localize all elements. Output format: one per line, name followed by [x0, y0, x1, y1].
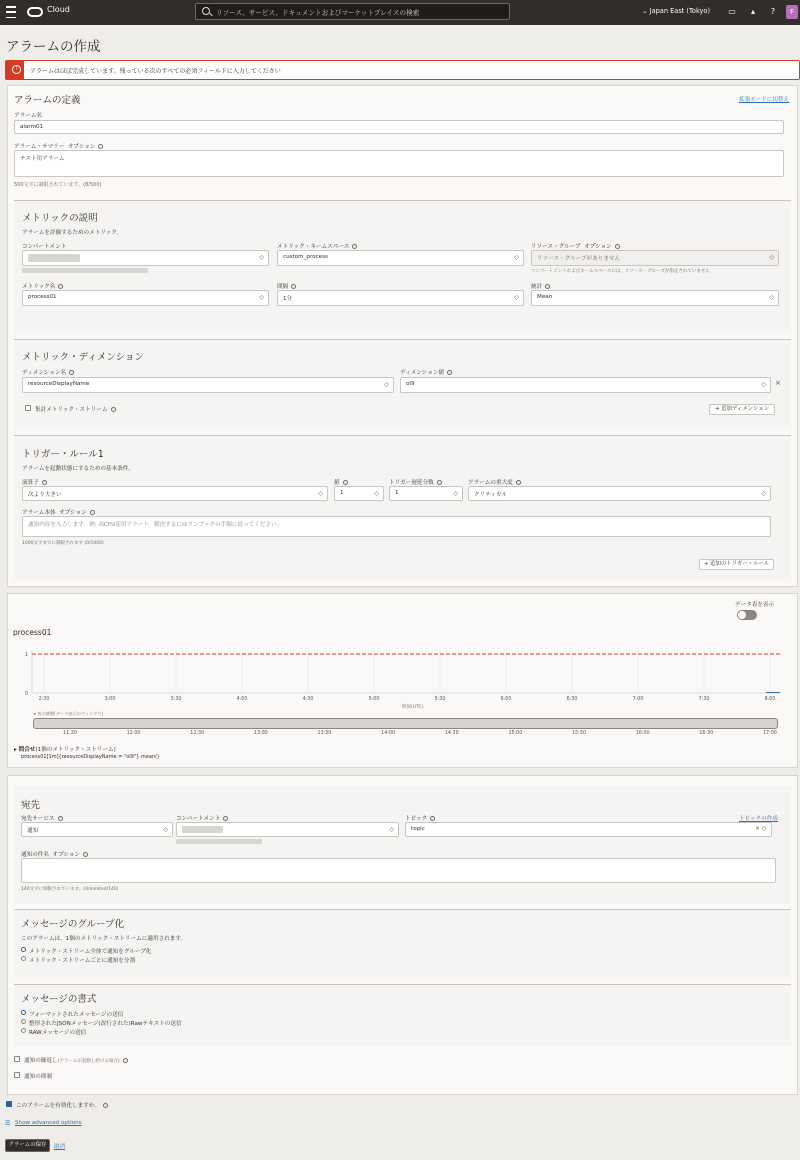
- hamburger-menu-icon[interactable]: [6, 6, 16, 18]
- chart-title: process01: [13, 628, 52, 637]
- data-table-toggle[interactable]: [737, 610, 757, 620]
- dimension-name-label: [22, 368, 74, 376]
- time-range-slider[interactable]: [33, 718, 778, 729]
- severity-label-text: アラームの重大度: [468, 480, 513, 486]
- x-tick-label: 5:30: [434, 697, 446, 702]
- summary-label: [14, 142, 103, 150]
- severity-select[interactable]: クリティカル ◇: [468, 486, 771, 501]
- x-axis-label: 時刻(UTC): [402, 705, 424, 710]
- x-tick-label: 7:30: [698, 697, 710, 702]
- resource-group-label-text: リソース・グループ: [531, 244, 581, 250]
- x-tick-label: 4:30: [302, 697, 314, 702]
- section-title-trigger: トリガー・ルール1: [22, 449, 104, 460]
- body-label-text: アラーム本体: [22, 510, 56, 516]
- body-optional: オプション: [59, 510, 87, 516]
- compartment-select[interactable]: [22, 250, 269, 266]
- section-title-grouping: メッセージのグループ化: [21, 919, 125, 930]
- aggregate-checkbox[interactable]: [25, 405, 31, 411]
- info-icon[interactable]: [615, 244, 620, 249]
- info-icon[interactable]: [352, 244, 357, 249]
- info-icon[interactable]: [430, 816, 435, 821]
- enable-alarm-text: このアラームを有効化しますか。: [16, 1103, 100, 1109]
- compartment-label: コンパートメント: [22, 244, 67, 250]
- code-editor-icon[interactable]: ▭: [728, 7, 736, 16]
- range-tick-label: 16:00: [635, 731, 650, 736]
- statistic-label-text: 統計: [531, 284, 543, 290]
- x-tick-label: 6:00: [500, 697, 512, 702]
- summary-textarea[interactable]: テスト用アラーム: [14, 150, 784, 177]
- dest-compartment-label: [176, 814, 228, 822]
- range-tick-label: 14:30: [444, 731, 459, 736]
- subject-optional: オプション: [52, 852, 81, 858]
- x-tick-label: 6:30: [566, 697, 578, 702]
- interval-label: [277, 282, 296, 290]
- x-tick-label: 8:00: [764, 697, 776, 702]
- page-title: アラームの作成: [6, 39, 101, 55]
- summary-optional: オプション: [67, 144, 96, 150]
- add-dimension-label: 追加ディメンション: [721, 406, 770, 412]
- section-title-definition: アラームの定義: [14, 95, 81, 106]
- format-section: [14, 984, 791, 1046]
- range-tick-label: 14:00: [381, 731, 395, 736]
- resource-group-optional: オプション: [584, 244, 612, 250]
- info-icon[interactable]: [123, 1058, 128, 1063]
- aggregate-label-text: 集計メトリック・ストリーム: [35, 407, 108, 413]
- range-tick-label: 11:30: [63, 731, 77, 736]
- value-label: [334, 478, 348, 486]
- info-icon[interactable]: [42, 480, 47, 485]
- clear-topic-icon[interactable]: × ◇: [755, 825, 767, 832]
- dimension-name-label-text: ディメンション名: [22, 370, 67, 376]
- resource-group-select[interactable]: リソース・グループがありません ◇: [531, 250, 779, 266]
- alarm-name-label: アラーム名: [14, 113, 42, 119]
- dest-compartment-path-redacted: [176, 839, 262, 844]
- y-tick-label: 0: [24, 692, 28, 697]
- value-input[interactable]: 1 ◇: [334, 486, 384, 501]
- info-icon[interactable]: [69, 370, 74, 375]
- info-icon[interactable]: [103, 1103, 108, 1108]
- operator-select[interactable]: 次より大きい ◇: [22, 486, 328, 501]
- range-tick-label: 13:00: [253, 731, 268, 736]
- statistic-select[interactable]: Mean ◇: [531, 290, 779, 306]
- metric-name-select[interactable]: process01 ◇: [22, 290, 269, 306]
- help-icon[interactable]: ?: [770, 7, 776, 16]
- remove-dimension-icon[interactable]: ×: [775, 379, 781, 387]
- metric-name-label-text: メトリック名: [22, 284, 56, 290]
- brand-name[interactable]: Cloud: [47, 5, 70, 14]
- interval-label-text: 間隔: [277, 284, 289, 290]
- region-selector[interactable]: ⌄ Japan East (Tokyo): [642, 7, 711, 15]
- range-tick-label: 17:00: [763, 731, 777, 736]
- delay-label: [389, 478, 442, 486]
- dimension-value-label-text: ディメンション値: [400, 370, 445, 376]
- info-icon[interactable]: [223, 816, 228, 821]
- format-json-label: 整形されたJSONメッセージ(改行された)Rawテキストの送信: [29, 1021, 182, 1027]
- body-textarea[interactable]: 通知内容を入力します。例: 高CPU使用アラート。解決するにはランブックの手順に従ってください。: [22, 516, 771, 537]
- enable-alarm-label: [16, 1101, 108, 1109]
- query-subtitle: (1個のメトリック・ストリーム): [35, 747, 116, 753]
- metric-section: [14, 200, 791, 333]
- service-label: [21, 814, 63, 822]
- body-hint: 1000文字までに制限されます (0/1000): [22, 541, 104, 546]
- repeat-note: (アラームが起動し続ける場合): [57, 1059, 120, 1064]
- advanced-options-icon[interactable]: ☰: [5, 1120, 11, 1127]
- subject-label: [21, 850, 88, 858]
- resource-group-label: [531, 242, 620, 250]
- severity-label: [468, 478, 521, 486]
- topic-select[interactable]: topic: [405, 822, 772, 837]
- alert-message: アラームはほぼ完成しています。残っている次のすべての必須フィールドに入力してください: [30, 68, 281, 75]
- repeat-label: [24, 1056, 128, 1064]
- grouping-subtitle: このアラームは、1個のメトリック・ストリームに適用されます。: [21, 936, 187, 942]
- namespace-select[interactable]: custom_process ◇: [277, 250, 524, 266]
- range-tick-label: 13:30: [317, 731, 332, 736]
- toggle-knob: [738, 611, 746, 619]
- range-axis: [33, 731, 778, 739]
- search-placeholder: リソース、サービス、ドキュメントおよびマーケットプレイスの検索: [216, 9, 420, 17]
- value-label-text: 値: [334, 480, 340, 486]
- x-tick-label: 7:00: [632, 697, 644, 702]
- data-table-toggle-label: データ表を表示: [735, 602, 775, 608]
- trigger-section: [14, 435, 791, 580]
- body-label: [22, 508, 95, 516]
- section-title-metric: メトリックの説明: [22, 213, 98, 224]
- subject-label-text: 通知の件名: [21, 852, 49, 858]
- x-tick-label: 3:30: [170, 697, 182, 702]
- add-trigger-label: 追加のトリガー・ルール: [710, 561, 770, 567]
- info-icon[interactable]: [291, 284, 296, 289]
- grouping-section: [14, 909, 791, 979]
- x-tick-label: 5:00: [368, 697, 380, 702]
- range-tick-label: 12:30: [190, 731, 205, 736]
- operator-label-text: 演算子: [22, 480, 39, 486]
- info-icon[interactable]: [58, 816, 63, 821]
- create-topic-link[interactable]: トピックの作成: [739, 816, 778, 822]
- metric-chart: [10, 640, 790, 706]
- repeat-label-text: 通知の繰返し: [24, 1058, 58, 1064]
- suppress-label: 通知の抑制: [24, 1074, 52, 1080]
- subject-textarea[interactable]: [21, 858, 776, 883]
- compartment-value-redacted: [28, 254, 80, 262]
- add-dimension-button[interactable]: + 追加ディメンション: [709, 404, 775, 415]
- query-text: process01[1m]{resourceDisplayName = "ol9"}.mean(): [21, 754, 159, 760]
- format-formatted-radio[interactable]: [21, 1010, 26, 1015]
- namespace-label-text: メトリック・ネームスペース: [277, 244, 350, 250]
- advanced-options-link[interactable]: Show advanced options: [15, 1120, 82, 1126]
- info-icon[interactable]: [111, 407, 116, 412]
- group-notifications-radio[interactable]: [21, 947, 26, 952]
- chart-plot-area: [25, 650, 780, 702]
- dest-compartment-select[interactable]: [176, 822, 399, 837]
- service-select[interactable]: 通知 ◇: [21, 822, 173, 837]
- info-icon[interactable]: [83, 852, 88, 857]
- x-tick-label: 2:30: [38, 697, 50, 702]
- window-label[interactable]: ▸ 表の調整(データ表示のウィンドウ): [34, 711, 104, 716]
- summary-hint: 500文字に制限されています。(8/500): [14, 182, 102, 188]
- add-trigger-button[interactable]: + 追加のトリガー・ルール: [699, 559, 774, 570]
- oracle-logo-icon[interactable]: [27, 7, 43, 17]
- error-alert: [5, 60, 800, 80]
- search-input[interactable]: [195, 3, 510, 20]
- trigger-subtitle: アラームを起動状態にするための基本条件。: [22, 466, 134, 472]
- top-bar: [0, 0, 800, 25]
- split-option-label: メトリック・ストリームごとに通知を分割: [29, 958, 136, 964]
- format-raw-radio[interactable]: [21, 1028, 26, 1033]
- suppress-notification-checkbox[interactable]: [14, 1072, 20, 1078]
- section-title-destination: 宛先: [21, 800, 41, 811]
- metric-subtitle: アラームを評価するためのメトリック。: [22, 230, 123, 236]
- x-tick-label: 4:00: [236, 697, 248, 702]
- topic-label: [405, 814, 435, 822]
- aggregate-label: [35, 405, 116, 413]
- info-icon[interactable]: [437, 480, 442, 485]
- statistic-label: [531, 282, 550, 290]
- advanced-mode-link[interactable]: 拡張モードに切替え: [739, 97, 790, 103]
- summary-label-text: アラーム・サマリー: [14, 144, 65, 150]
- x-tick-label: 3:00: [104, 697, 116, 702]
- resource-group-hint: コンパートメントおよびネームスペースには、リソース・グループが指定されていません: [531, 269, 710, 274]
- repeat-notification-checkbox[interactable]: [14, 1056, 20, 1062]
- section-title-dimension: メトリック・ディメンション: [22, 352, 144, 363]
- info-icon[interactable]: [545, 284, 550, 289]
- info-icon[interactable]: [98, 144, 103, 149]
- metric-name-label: [22, 282, 63, 290]
- cancel-link[interactable]: 取消: [54, 1144, 66, 1150]
- query-header[interactable]: ▸ 問合せ(1個のメトリック・ストリーム): [14, 747, 116, 753]
- format-formatted-label: フォーマットされたメッセージの送信: [29, 1012, 124, 1018]
- namespace-label: [277, 242, 357, 250]
- info-icon[interactable]: [58, 284, 63, 289]
- range-tick-label: 15:00: [508, 731, 523, 736]
- range-tick-label: 12:00: [126, 731, 141, 736]
- alarm-name-input[interactable]: alarm01: [14, 120, 784, 134]
- avatar[interactable]: F: [786, 5, 798, 19]
- group-option-label: メトリック・ストリーム全体で通知をグループ化: [29, 949, 152, 955]
- dest-compartment-redacted: [182, 826, 223, 833]
- query-title: 問合せ: [18, 747, 36, 753]
- y-tick-label: 1: [24, 653, 28, 658]
- interval-select[interactable]: 1分 ◇: [277, 290, 524, 306]
- dimension-name-select[interactable]: resourceDisplayName ◇: [22, 377, 394, 393]
- operator-label: [22, 478, 47, 486]
- error-icon: [6, 61, 24, 79]
- region-label: Japan East (Tokyo): [649, 7, 711, 15]
- info-icon[interactable]: [447, 370, 452, 375]
- range-tick-label: 16:30: [699, 731, 714, 736]
- range-tick-label: 15:30: [572, 731, 586, 736]
- compartment-path-redacted: [22, 268, 148, 273]
- info-icon[interactable]: [90, 510, 95, 515]
- info-icon[interactable]: [516, 480, 521, 485]
- delay-label-text: トリガー遅延分数: [389, 480, 434, 486]
- format-json-radio[interactable]: [21, 1019, 26, 1024]
- section-title-format: メッセージの書式: [21, 994, 97, 1005]
- dest-compartment-label-text: コンパートメント: [176, 816, 221, 822]
- save-alarm-button[interactable]: アラームの保存: [5, 1139, 50, 1152]
- search-icon: [202, 7, 210, 15]
- split-notifications-radio[interactable]: [21, 956, 26, 961]
- service-label-text: 宛先サービス: [21, 816, 55, 822]
- format-raw-label: RAWメッセージの送信: [29, 1030, 87, 1036]
- destination-section: [14, 786, 791, 904]
- info-icon[interactable]: [343, 480, 348, 485]
- topic-label-text: トピック: [405, 816, 428, 822]
- dimension-value-label: [400, 368, 452, 376]
- dimension-value-select[interactable]: ol9 ◇: [400, 377, 771, 393]
- enable-alarm-checkbox[interactable]: [6, 1101, 12, 1107]
- notifications-icon[interactable]: ▴: [750, 7, 755, 16]
- delay-input[interactable]: 1 ◇: [389, 486, 463, 501]
- subject-hint: 140文字に制限されています。(Unlimited/140): [21, 887, 119, 892]
